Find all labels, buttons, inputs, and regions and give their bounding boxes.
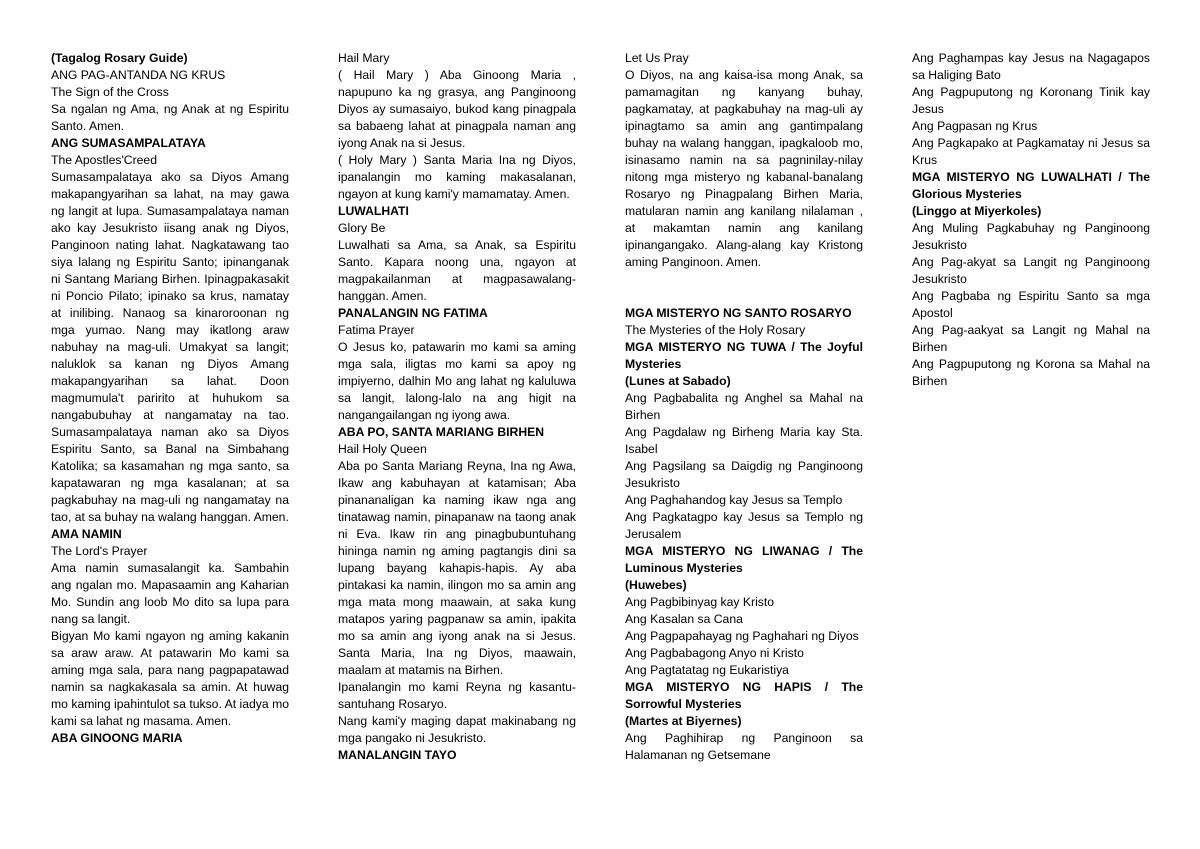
body-paragraph: Ang Pag-akyat sa Langit ng Panginoong Jesukristo (912, 255, 1150, 286)
text-column-2 (338, 50, 576, 764)
section-heading: MGA MISTERYO NG SANTO ROSARYO (625, 306, 852, 320)
body-paragraph: Luwalhati sa Ama, sa Anak, sa Espiritu Santo. Kapara noong una, ngayon at magpakailanman at magpasawalang-hanggan. Amen. (338, 238, 576, 303)
body-paragraph: Glory Be (338, 221, 386, 235)
section-heading: LUWALHATI (338, 204, 409, 218)
section-heading: MGA MISTERYO NG LUWALHATI / The Glorious Mysteries (912, 170, 1150, 201)
body-paragraph: Ang Pagpuputong ng Korona sa Mahal na Birhen (912, 357, 1150, 388)
body-paragraph: Aba po Santa Mariang Reyna, Ina ng Awa, Ikaw ang kabuhayan at katamisan; Aba pinananaligan ka naming ikaw nga ang tinatawag namin, pinapanaw na taong anak ni Eva. Ikaw rin ang pinagbubuntuhang hininga namin ng aming pagtangis dini sa lupang bayang kahapis-hapis. Ay aba pintakasi ka namin, ilingon mo sa amin ang mga mata mong maawain, at saka kung matapos yaring pagpanaw sa amin, ipakita mo sa amin ang iyong anak na si Jesus. Santa Maria, Ina ng Diyos, maawain, maalam at matamis na Birhen. (338, 459, 576, 677)
section-heading: (Lunes at Sabado) (625, 374, 731, 388)
section-heading: ANG SUMASAMPALATAYA (51, 136, 206, 150)
body-paragraph: Ang Pagkatagpo kay Jesus sa Templo ng Jerusalem (625, 510, 863, 541)
body-paragraph: Ang Paghihirap ng Panginoon sa Halamanan ng Getsemane (625, 731, 863, 762)
body-paragraph: The Apostles'Creed (51, 153, 157, 167)
section-heading: MANALANGIN TAYO (338, 748, 457, 762)
section-heading: MGA MISTERYO NG TUWA / The Joyful Mysteries (625, 340, 863, 371)
body-paragraph: ( Holy Mary ) Santa Maria Ina ng Diyos, ipanalangin mo kaming makasalanan, ngayon at kung kami'y mamamatay. Amen. (338, 153, 576, 201)
body-paragraph: Ipanalangin mo kami Reyna ng kasantu-santuhang Rosaryo. (338, 680, 576, 711)
section-heading: AMA NAMIN (51, 527, 122, 541)
body-paragraph: Hail Holy Queen (338, 442, 427, 456)
body-paragraph: Ang Pagtatatag ng Eukaristiya (625, 663, 789, 677)
body-paragraph: O Jesus ko, patawarin mo kami sa aming mga sala, iligtas mo kami sa apoy ng impiyerno, dalhin Mo ang lahat ng kaluluwa sa langit, lalong-lalo na ang higit na nangangailangan ng iyong awa. (338, 340, 576, 422)
body-paragraph: Ang Kasalan sa Cana (625, 612, 743, 626)
section-heading: (Linggo at Miyerkoles) (912, 204, 1042, 218)
body-paragraph: O Diyos, na ang kaisa-isa mong Anak, sa pamamagitan ng kanyang buhay, pagkamatay, at pagkabuhay na mag-uli ay ipinagtamo sa amin ang gantimpalang buhay na walang hanggan, ipagkaloob mo, isinasamo namin na sa pagninilay-nilay nitong mga misteryo ng kabanal-banalang Rosaryo ng Pinagpalang Birhen Maria, matularan namin ang kanilang nilalaman , at makamtan namin ang kanilang ipinangangako. Alang-alang kay Kristong aming Panginoon. Amen. (625, 68, 863, 269)
body-paragraph: Ang Pagbabalita ng Anghel sa Mahal na Birhen (625, 391, 863, 422)
body-paragraph: Bigyan Mo kami ngayon ng aming kakanin sa araw araw. At patawarin Mo kami sa aming mga sala, para nang pagpapatawad namin sa nagkakasala sa amin. At huwag mo kaming ipahintulot sa tukso. At iadya mo kami sa lahat ng masama. Amen. (51, 629, 289, 728)
body-paragraph: Ama namin sumasalangit ka. Sambahin ang ngalan mo. Mapasaamin ang Kaharian Mo. Sundin ang loob Mo dito sa lupa para nang sa langit. (51, 561, 289, 626)
section-heading: MGA MISTERYO NG HAPIS / The Sorrowful Mysteries (625, 680, 863, 711)
body-paragraph: ( Hail Mary ) Aba Ginoong Maria , napupuno ka ng grasya, ang Panginoong Diyos ay sumasaiyo, bukod kang pinagpala sa babaeng lahat at pinagpala naman ang iyong Anak na si Jesus. (338, 68, 576, 150)
body-paragraph: The Mysteries of the Holy Rosary (625, 323, 806, 337)
text-column-3 (625, 50, 863, 764)
section-heading: PANALANGIN NG FATIMA (338, 306, 488, 320)
text-column-1 (51, 50, 289, 747)
body-paragraph: The Sign of the Cross (51, 85, 169, 99)
section-heading: MGA MISTERYO NG LIWANAG / The Luminous Mysteries (625, 544, 863, 575)
body-paragraph: ANG PAG-ANTANDA NG KRUS (51, 68, 226, 82)
text-column-4 (912, 50, 1150, 390)
body-paragraph: Ang Paghampas kay Jesus na Nagagapos sa Haliging Bato (912, 51, 1150, 82)
section-heading: (Huwebes) (625, 578, 687, 592)
section-heading: (Tagalog Rosary Guide) (51, 51, 188, 65)
body-paragraph: Ang Pagdalaw ng Birheng Maria kay Sta. Isabel (625, 425, 863, 456)
body-paragraph: Ang Pagpapahayag ng Paghahari ng Diyos (625, 629, 859, 643)
body-paragraph: Ang Muling Pagkabuhay ng Panginoong Jesukristo (912, 221, 1150, 252)
body-paragraph: Ang Pagbabagong Anyo ni Kristo (625, 646, 804, 660)
section-spacer (625, 271, 863, 305)
section-heading: ABA GINOONG MARIA (51, 731, 183, 745)
body-paragraph: Ang Pagbibinyag kay Kristo (625, 595, 775, 609)
body-paragraph: Ang Pag-aakyat sa Langit ng Mahal na Birhen (912, 323, 1150, 354)
body-paragraph: Fatima Prayer (338, 323, 415, 337)
body-paragraph: Ang Pagsilang sa Daigdig ng Panginoong Jesukristo (625, 459, 863, 490)
body-paragraph: Ang Pagpasan ng Krus (912, 119, 1038, 133)
body-paragraph: Ang Pagbaba ng Espiritu Santo sa mga Apostol (912, 289, 1150, 320)
body-paragraph: Sumasampalataya ako sa Diyos Amang makapangyarihan sa lahat, na may gawa ng langit at lupa. Sumasampalataya naman ako kay Jesukristo iisang anak ng Diyos, Panginoon nating lahat. Nagkatawang tao siya lalang ng Espiritu Santo; ipinanganak ni Santang Mariang Birhen. Ipinagpakasakit ni Poncio Pilato; ipinako sa krus, namatay at inilibing. Nanaog sa kinaroroonan ng mga yumao. Nang may ikatlong araw nabuhay na mag-uli. Umakyat sa langit; naluklok sa kanan ng Diyos Amang makapangyarihan sa lahat. Doon magmumula't paririto at huhukom sa nangabubuhay at nangamatay na tao. Sumasampalataya naman ako sa Diyos Espiritu Santo, sa Banal na Simbahang Katolika; sa kasamahan ng mga santo, sa kapatawaran ng mga kasalanan; at sa pagkabuhay na mag-uli ng nangamatay na tao, at sa buhay na walang hanggan. Amen. (51, 170, 289, 524)
section-heading: (Martes at Biyernes) (625, 714, 742, 728)
body-paragraph: Hail Mary (338, 51, 390, 65)
body-paragraph: Ang Pagpuputong ng Koronang Tinik kay Jesus (912, 85, 1150, 116)
body-paragraph: The Lord's Prayer (51, 544, 148, 558)
body-paragraph: Ang Pagkapako at Pagkamatay ni Jesus sa Krus (912, 136, 1150, 167)
body-paragraph: Let Us Pray (625, 51, 689, 65)
body-paragraph: Ang Paghahandog kay Jesus sa Templo (625, 493, 843, 507)
body-paragraph: Sa ngalan ng Ama, ng Anak at ng Espiritu Santo. Amen. (51, 102, 289, 133)
body-paragraph: Nang kami'y maging dapat makinabang ng mga pangako ni Jesukristo. (338, 714, 576, 745)
section-heading: ABA PO, SANTA MARIANG BIRHEN (338, 425, 545, 439)
